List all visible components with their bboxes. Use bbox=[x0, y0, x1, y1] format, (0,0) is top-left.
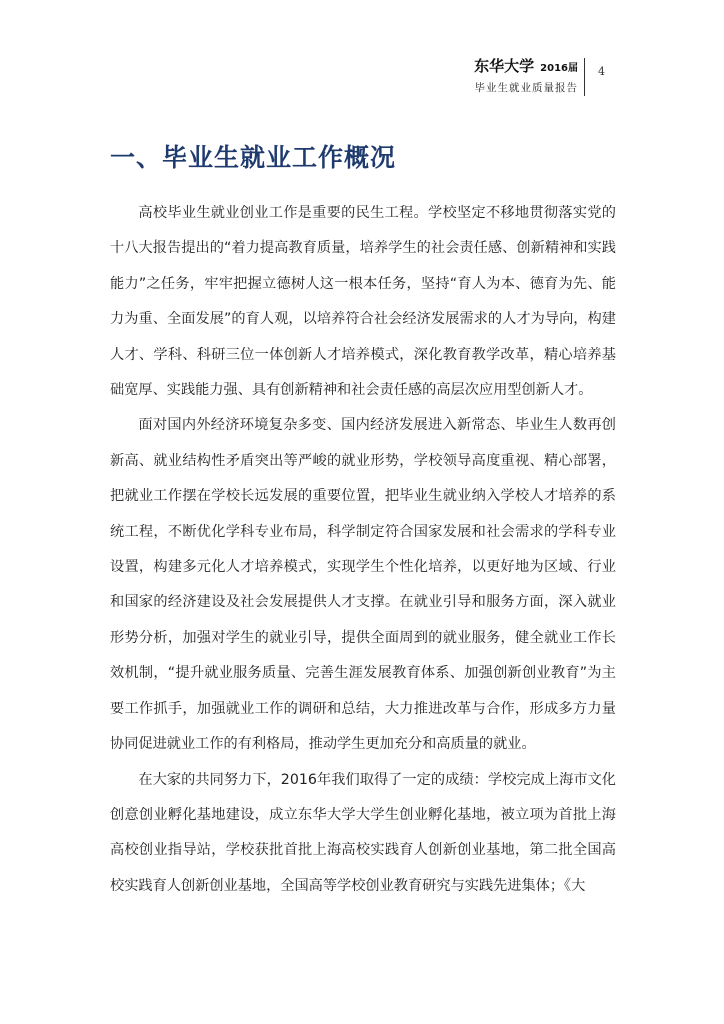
header-year: 2016届 bbox=[540, 63, 578, 74]
paragraph: 高校毕业生就业创业工作是重要的民生工程。学校坚定不移地贯彻落实党的十八大报告提出的“着力提高教育质量，培养学生的社会责任感、创新精神和实践能力”之任务，牢牢把握立德树人这一根本任务，坚持“育人为本、德育为先、能力为重、全面发展”的育人观，以培养符合社会经济发展需求的人才为导向，构建人才、学科、科研三位一体创新人才培养模式，深化教育教学改革，精心培养基础宽厚、实践能力强、具有创新精神和社会责任感的高层次应用型创新人才。 bbox=[110, 205, 616, 399]
page-number: 4 bbox=[598, 65, 605, 78]
header-report-title: 毕业生就业质量报告 bbox=[474, 82, 578, 94]
header-divider bbox=[584, 58, 585, 96]
paragraph: 面对国内外经济环境复杂多变、国内经济发展进入新常态、毕业生人数再创新高、就业结构性矛盾突出等严峻的就业形势，学校领导高度重视、精心部署，把就业工作摆在学校长远发展的重要位置，把毕业生就业纳入学校人才培养的系统工程，不断优化学科专业布局，科学制定符合国家发展和社会需求的学科专业设置，构建多元化人才培养模式，实现学生个性化培养，以更好地为区域、行业和国家的经济建设及社会发展提供人才支撑。在就业引导和服务方面，深入就业形势分析，加强对学生的就业引导，提供全面周到的就业服务，健全就业工作长效机制，“提升就业服务质量、完善生涯发展教育体系、加强创新创业教育”为主要工作抓手，加强就业工作的调研和总结，大力推进改革与合作，形成多方力量协同促进就业工作的有利格局，推动学生更加充分和高质量的就业。 bbox=[110, 417, 616, 753]
body-text bbox=[110, 196, 616, 904]
page-header bbox=[380, 56, 578, 96]
header-line1 bbox=[380, 56, 578, 79]
header-university: 东华大学 bbox=[474, 57, 535, 75]
section-title: 一、毕业生就业工作概况 bbox=[110, 143, 397, 172]
paragraph: 在大家的共同努力下，2016年我们取得了一定的成绩：学校完成上海市文化创意创业孵化基地建设，成立东华大学大学生创业孵化基地，被立项为首批上海高校创业指导站，学校获批首批上海高校实践育人创新创业基地，第二批全国高校实践育人创新创业基地，全国高等学校创业教育研究与实践先进集体；《大 bbox=[110, 771, 616, 894]
